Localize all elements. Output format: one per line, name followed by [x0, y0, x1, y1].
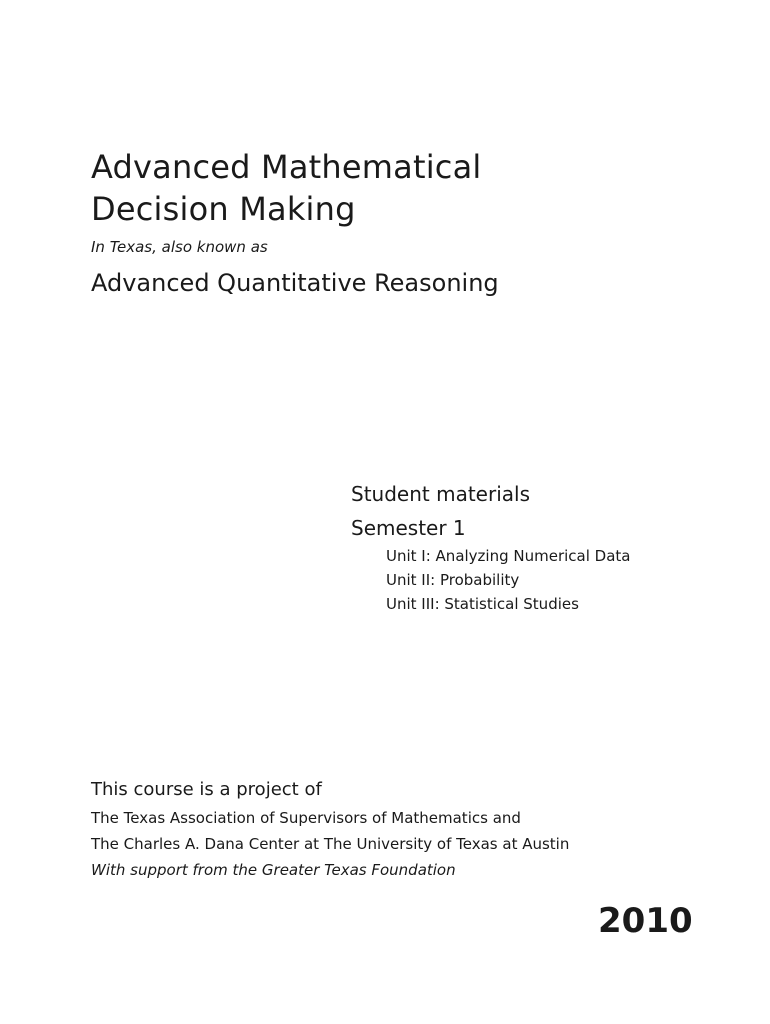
project-organization-1: The Texas Association of Supervisors of Mathematics and [91, 809, 521, 827]
project-credits [91, 777, 569, 883]
publication-year: 2010 [598, 901, 693, 941]
project-intro: This course is a project of [91, 779, 322, 800]
document-title [91, 146, 481, 230]
unit-item-2: Unit II: Probability [386, 571, 520, 589]
unit-item-1: Unit I: Analyzing Numerical Data [386, 547, 631, 565]
also-known-as-label: In Texas, also known as [91, 238, 268, 256]
alternate-title: Advanced Quantitative Reasoning [91, 269, 499, 297]
materials-section [351, 480, 630, 616]
title-line-2: Decision Making [91, 190, 356, 228]
unit-item-3: Unit III: Statistical Studies [386, 595, 579, 613]
unit-list [386, 544, 630, 616]
materials-heading: Student materials [351, 482, 530, 506]
project-organization-2: The Charles A. Dana Center at The University of Texas at Austin [91, 835, 570, 853]
title-line-1: Advanced Mathematical [91, 148, 482, 186]
project-support: With support from the Greater Texas Foundation [91, 861, 456, 879]
semester-label: Semester 1 [351, 516, 466, 540]
